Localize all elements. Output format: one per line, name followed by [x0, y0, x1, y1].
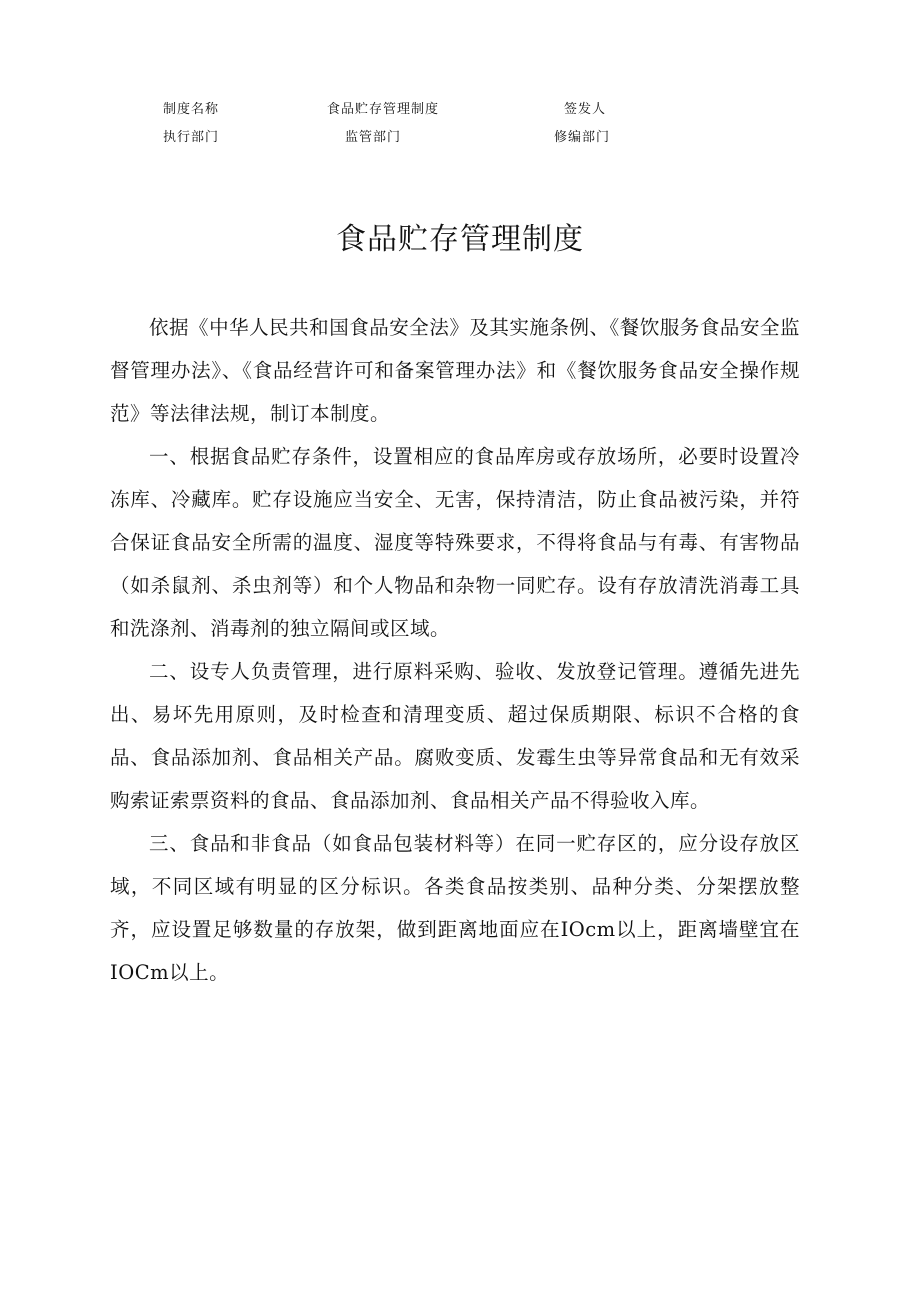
issuer-label: 签发人	[564, 102, 607, 117]
policy-name-label: 制度名称	[163, 102, 220, 117]
document-header-table	[0, 98, 920, 154]
exec-dept-label: 执行部门	[163, 130, 220, 145]
supervise-dept-label: 监管部门	[345, 130, 402, 145]
header-row-2	[0, 126, 920, 154]
paragraph-section-1: 一、根据食品贮存条件，设置相应的食品库房或存放场所，必要时设置冷冻库、冷藏库。贮存设施应当安全、无害，保持清洁，防止食品被污染，并符合保证食品安全所需的温度、湿度等特殊要求，不得将食品与有毒、有害物品（如杀鼠剂、杀虫剂等）和个人物品和杂物一同贮存。设有存放清洗消毒工具和洗涤剂、消毒剂的独立隔间或区域。	[110, 445, 800, 640]
document-title: 食品贮存管理制度	[336, 222, 584, 257]
paragraph-section-3: 三、食品和非食品（如食品包装材料等）在同一贮存区的，应分设存放区域，不同区域有明显的区分标识。各类食品按类别、品种分类、分架摆放整齐，应设置足够数量的存放架，做到距离地面应在IOcm以上，距离墙壁宜在IOCm以上。	[110, 832, 800, 984]
header-row-1	[0, 98, 920, 126]
paragraph-section-2: 二、设专人负责管理，进行原料采购、验收、发放登记管理。遵循先进先出、易坏先用原则，及时检查和清理变质、超过保质期限、标识不合格的食品、食品添加剂、食品相关产品。腐败变质、发霉生虫等异常食品和无有效采购索证索票资料的食品、食品添加剂、食品相关产品不得验收入库。	[110, 660, 800, 812]
paragraph-intro: 依据《中华人民共和国食品安全法》及其实施条例、《餐饮服务食品安全监督管理办法》、《食品经营许可和备案管理办法》和《餐饮服务食品安全操作规范》等法律法规，制订本制度。	[110, 316, 800, 425]
policy-name-value: 食品贮存管理制度	[327, 102, 440, 117]
document-body	[110, 306, 800, 994]
edit-dept-label: 修编部门	[554, 130, 611, 145]
